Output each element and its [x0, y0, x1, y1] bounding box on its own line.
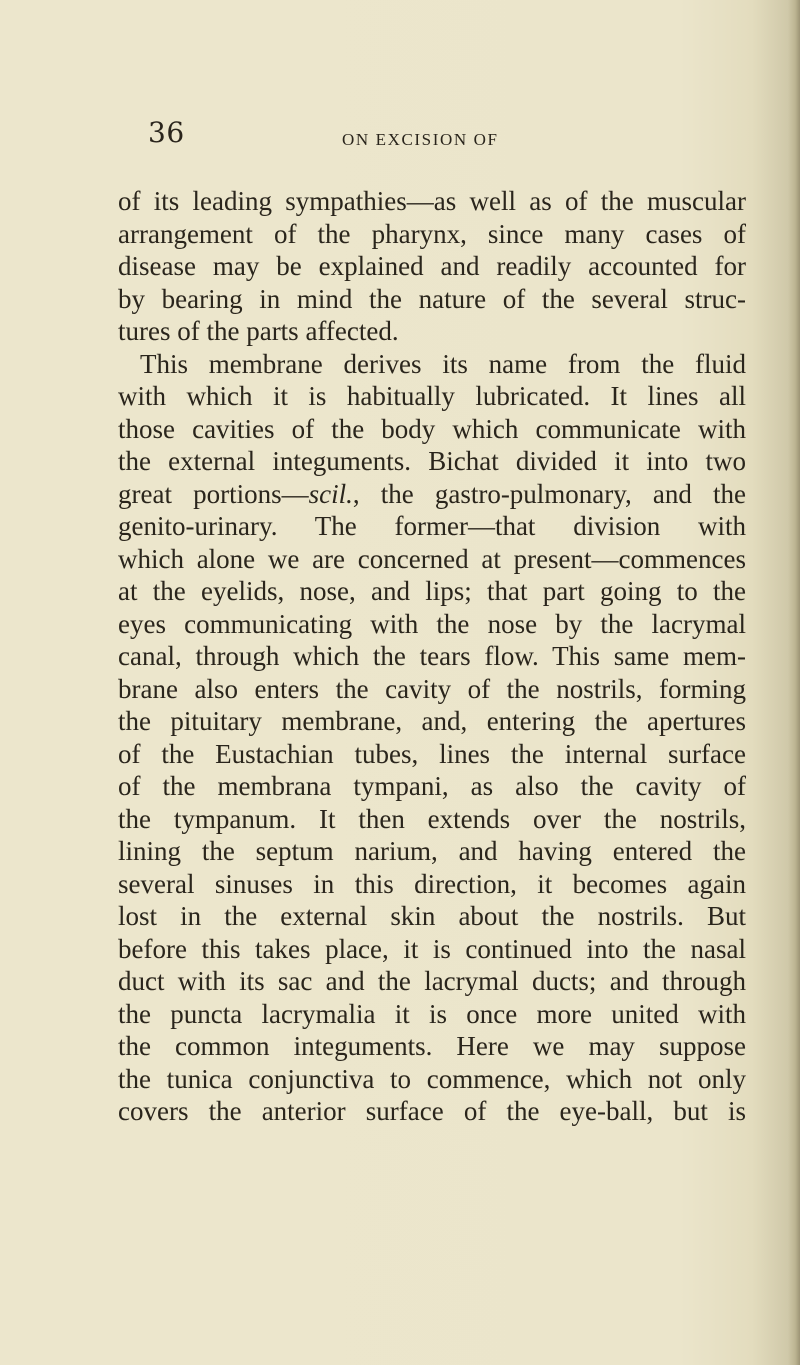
text-line: several sinuses in this direction, it becomes again — [118, 868, 746, 899]
text-segment-italic: scil. — [308, 478, 353, 509]
body-text — [118, 185, 746, 1128]
page-number: 36 — [148, 116, 185, 149]
text-segment: great portions— — [118, 478, 309, 509]
text-line: lining the septum narium, and having entered the — [118, 836, 746, 866]
text-line: disease may be explained and readily accounted for — [118, 251, 746, 281]
text-line: genito-urinary. The former—that division with — [118, 511, 746, 541]
text-line: with which it is habitually lubricated. It lines all — [118, 381, 746, 411]
text-line: before this takes place, it is continued into the nasal — [118, 933, 746, 964]
text-line: the puncta lacrymalia it is once more united with — [118, 998, 746, 1029]
text-line: the common integuments. Here we may suppose — [118, 1031, 746, 1061]
text-line — [118, 478, 746, 511]
text-line: brane also enters the cavity of the nostrils, forming — [118, 673, 746, 704]
text-line: the external integuments. Bichat divided it into two — [118, 446, 746, 476]
text-line: of its leading sympathies—as well as of the muscular — [118, 186, 746, 216]
text-line: the pituitary membrane, and, entering the apertures — [118, 706, 746, 736]
page-edge-shadow — [788, 0, 800, 1365]
text-line: the tympanum. It then extends over the nostrils, — [118, 803, 746, 834]
text-line: lost in the external skin about the nostrils. But — [118, 901, 746, 931]
text-line: arrangement of the pharynx, since many cases of — [118, 218, 746, 249]
text-line: those cavities of the body which communicate with — [118, 413, 746, 444]
text-line: canal, through which the tears flow. This same mem- — [118, 641, 746, 671]
text-line-paragraph-start: This membrane derives its name from the fluid — [140, 348, 746, 379]
text-line: eyes communicating with the nose by the lacrymal — [118, 608, 746, 639]
text-line: tures of the parts affected. — [118, 316, 399, 346]
text-line: of the membrana tympani, as also the cavity of — [118, 771, 746, 801]
running-head: ON EXCISION OF — [342, 130, 499, 149]
text-line: the tunica conjunctiva to commence, which not only — [118, 1063, 746, 1094]
text-line: by bearing in mind the nature of the several struc- — [118, 283, 746, 314]
text-segment: , the gastro-pulmonary, and the — [352, 478, 746, 509]
text-line: duct with its sac and the lacrymal ducts; and through — [118, 966, 746, 996]
text-line: which alone we are concerned at present—commences — [118, 543, 746, 574]
text-line: of the Eustachian tubes, lines the internal surface — [118, 738, 746, 769]
text-line: at the eyelids, nose, and lips; that part going to the — [118, 576, 746, 606]
text-line: covers the anterior surface of the eye-ball, but is — [118, 1096, 746, 1126]
